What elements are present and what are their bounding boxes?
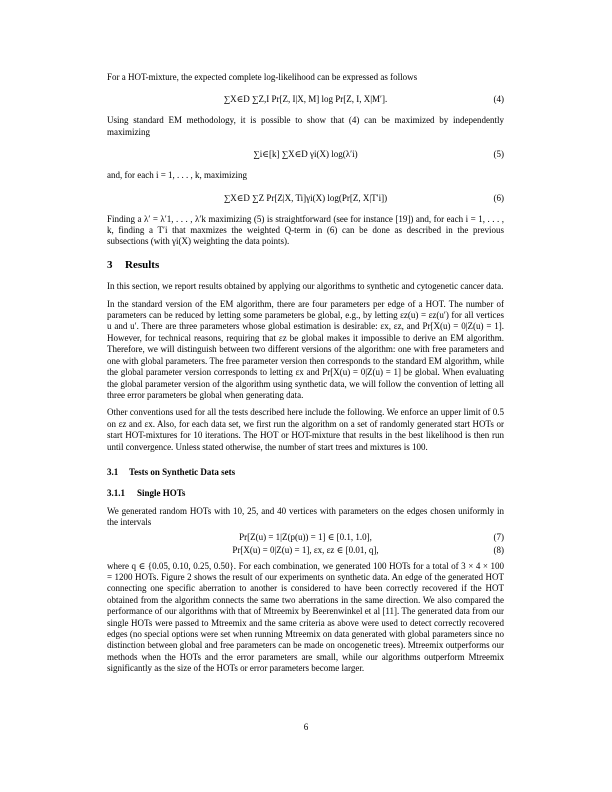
equation-7 bbox=[107, 532, 504, 545]
paragraph-em-method: Using standard EM methodology, it is possible to show that (4) can be maximized by independently maximizing bbox=[107, 115, 504, 137]
equation-4 bbox=[107, 86, 504, 112]
page-number: 6 bbox=[303, 722, 309, 732]
subsubsection-heading-single-hots bbox=[107, 488, 504, 499]
equation-8 bbox=[107, 545, 504, 558]
paragraph-parameters: In the standard version of the EM algorithm, there are four parameters per edge of a HOT. The number of parameters can be reduced by letting some parameters be global, e.g., by letting εz(u) = εz(u′) for all vertices u and u′. There are three parameters whose global estimation is desirable: εx, εz, and Pr[X(u) = 0|Z(u) = 1]. However, for technical reasons, requiring that εz be global makes it impossible to derive an EM algorithm. Therefore, we will distinguish between two different versions of the algorithm: one with free parameters and one with global parameters. The free parameter version then corresponds to the standard EM algorithm, while the global parameter version corresponds to letting εx and Pr[X(u) = 0|Z(u) = 1] be global. When evaluating the global parameter version of the algorithm using synthetic data, we will follow the convention of letting all three error parameters be global when generating data. bbox=[107, 298, 504, 400]
subsection-number: 3.1 bbox=[107, 466, 119, 477]
paragraph-intro: For a HOT-mixture, the expected complete log-likelihood can be expressed as follows bbox=[107, 72, 418, 82]
equation-6-expr: ∑X∈D ∑Z Pr[Z|X, Ti]γi(X) log(Pr[Z, X|T′i]) bbox=[223, 192, 388, 203]
subsection-heading-synthetic bbox=[107, 467, 504, 478]
equation-8-expr: Pr[X(u) = 0|Z(u) = 1], εx, εz ∈ [0.01, q], bbox=[232, 544, 379, 555]
equation-6-number: (6) bbox=[493, 192, 504, 203]
subsubsection-number: 3.1.1 bbox=[107, 488, 125, 499]
page-body bbox=[107, 72, 504, 675]
equation-4-expr: ∑X∈D ∑Z,I Pr[Z, I|X, M] log Pr[Z, I, X|M′]. bbox=[223, 94, 388, 105]
equation-4-number: (4) bbox=[493, 94, 504, 105]
section-number: 3 bbox=[107, 258, 113, 271]
equation-6 bbox=[107, 185, 504, 211]
paragraph-experiments: where q ∈ {0.05, 0.10, 0.25, 0.50}. For each combination, we generated 100 HOTs for a total of 3 × 4 × 100 = 1200 HOTs. Figure 2 shows the result of our experiments on synthetic data. An edge of the generated HOT connecting one specific aberration to another is considered to have been correctly recovered if the HOT obtained from the algorithm connects the same two aberrations in the same direction. We also compared the performance of our algorithms with that of Mtreemix by Beerenwinkel et al [11]. The generated data from our single HOTs were passed to Mtreemix and the same criteria as above were used to detect correctly recovered edges (no special options were set when running Mtreemix on data generated with global parameters since no distinction between global and free parameters can be made on oncogenetic trees). Mtreemix outperforms our methods when the HOTs and the error parameters are small, while our algorithms outperform Mtreemix significantly as the size of the HOTs or error parameters become larger. bbox=[107, 560, 504, 674]
equation-7-number: (7) bbox=[493, 531, 504, 542]
paragraph-conventions: Other conventions used for all the tests described here include the following. We enforce an upper limit of 0.5 on εz and εx. Also, for each data set, we first run the algorithm on a set of randomly generated start HOTs or start HOT-mixtures for 10 iterations. The HOT or HOT-mixture that results in the best likelihood is then run until convergence. Unless stated otherwise, the number of start trees and mixtures is 100. bbox=[107, 407, 504, 452]
equation-8-number: (8) bbox=[493, 544, 504, 555]
paragraph-generated-hots: We generated random HOTs with 10, 25, and 40 vertices with parameters on the edges chosen uniformly in the intervals bbox=[107, 505, 504, 528]
section-title: Results bbox=[125, 258, 160, 271]
paragraph-results-intro: In this section, we report results obtained by applying our algorithms to synthetic and cytogenetic cancer data. bbox=[107, 281, 504, 292]
subsubsection-title: Single HOTs bbox=[137, 488, 186, 499]
section-heading-results bbox=[107, 260, 504, 271]
paragraph-finding-lambda: Finding a λ′ = λ′1, . . . , λ′k maximizing (5) is straightforward (see for instance [19]) and, for each i = 1, . . . , k, finding a T′i that maxmizes the weighted Q-term in (6) can be done as described in the previous subsections (with γi(X) weighting the data points). bbox=[107, 213, 504, 247]
equation-7-expr: Pr[Z(u) = 1|Z(p(u)) = 1] ∈ [0.1, 1.0], bbox=[239, 531, 372, 542]
equation-5-number: (5) bbox=[493, 149, 504, 160]
equation-5 bbox=[107, 141, 504, 167]
paragraph-for-each: and, for each i = 1, . . . , k, maximizing bbox=[107, 170, 248, 181]
subsection-title: Tests on Synthetic Data sets bbox=[129, 466, 236, 477]
equation-5-expr: ∑i∈[k] ∑X∈D γi(X) log(λ′i) bbox=[253, 149, 358, 160]
